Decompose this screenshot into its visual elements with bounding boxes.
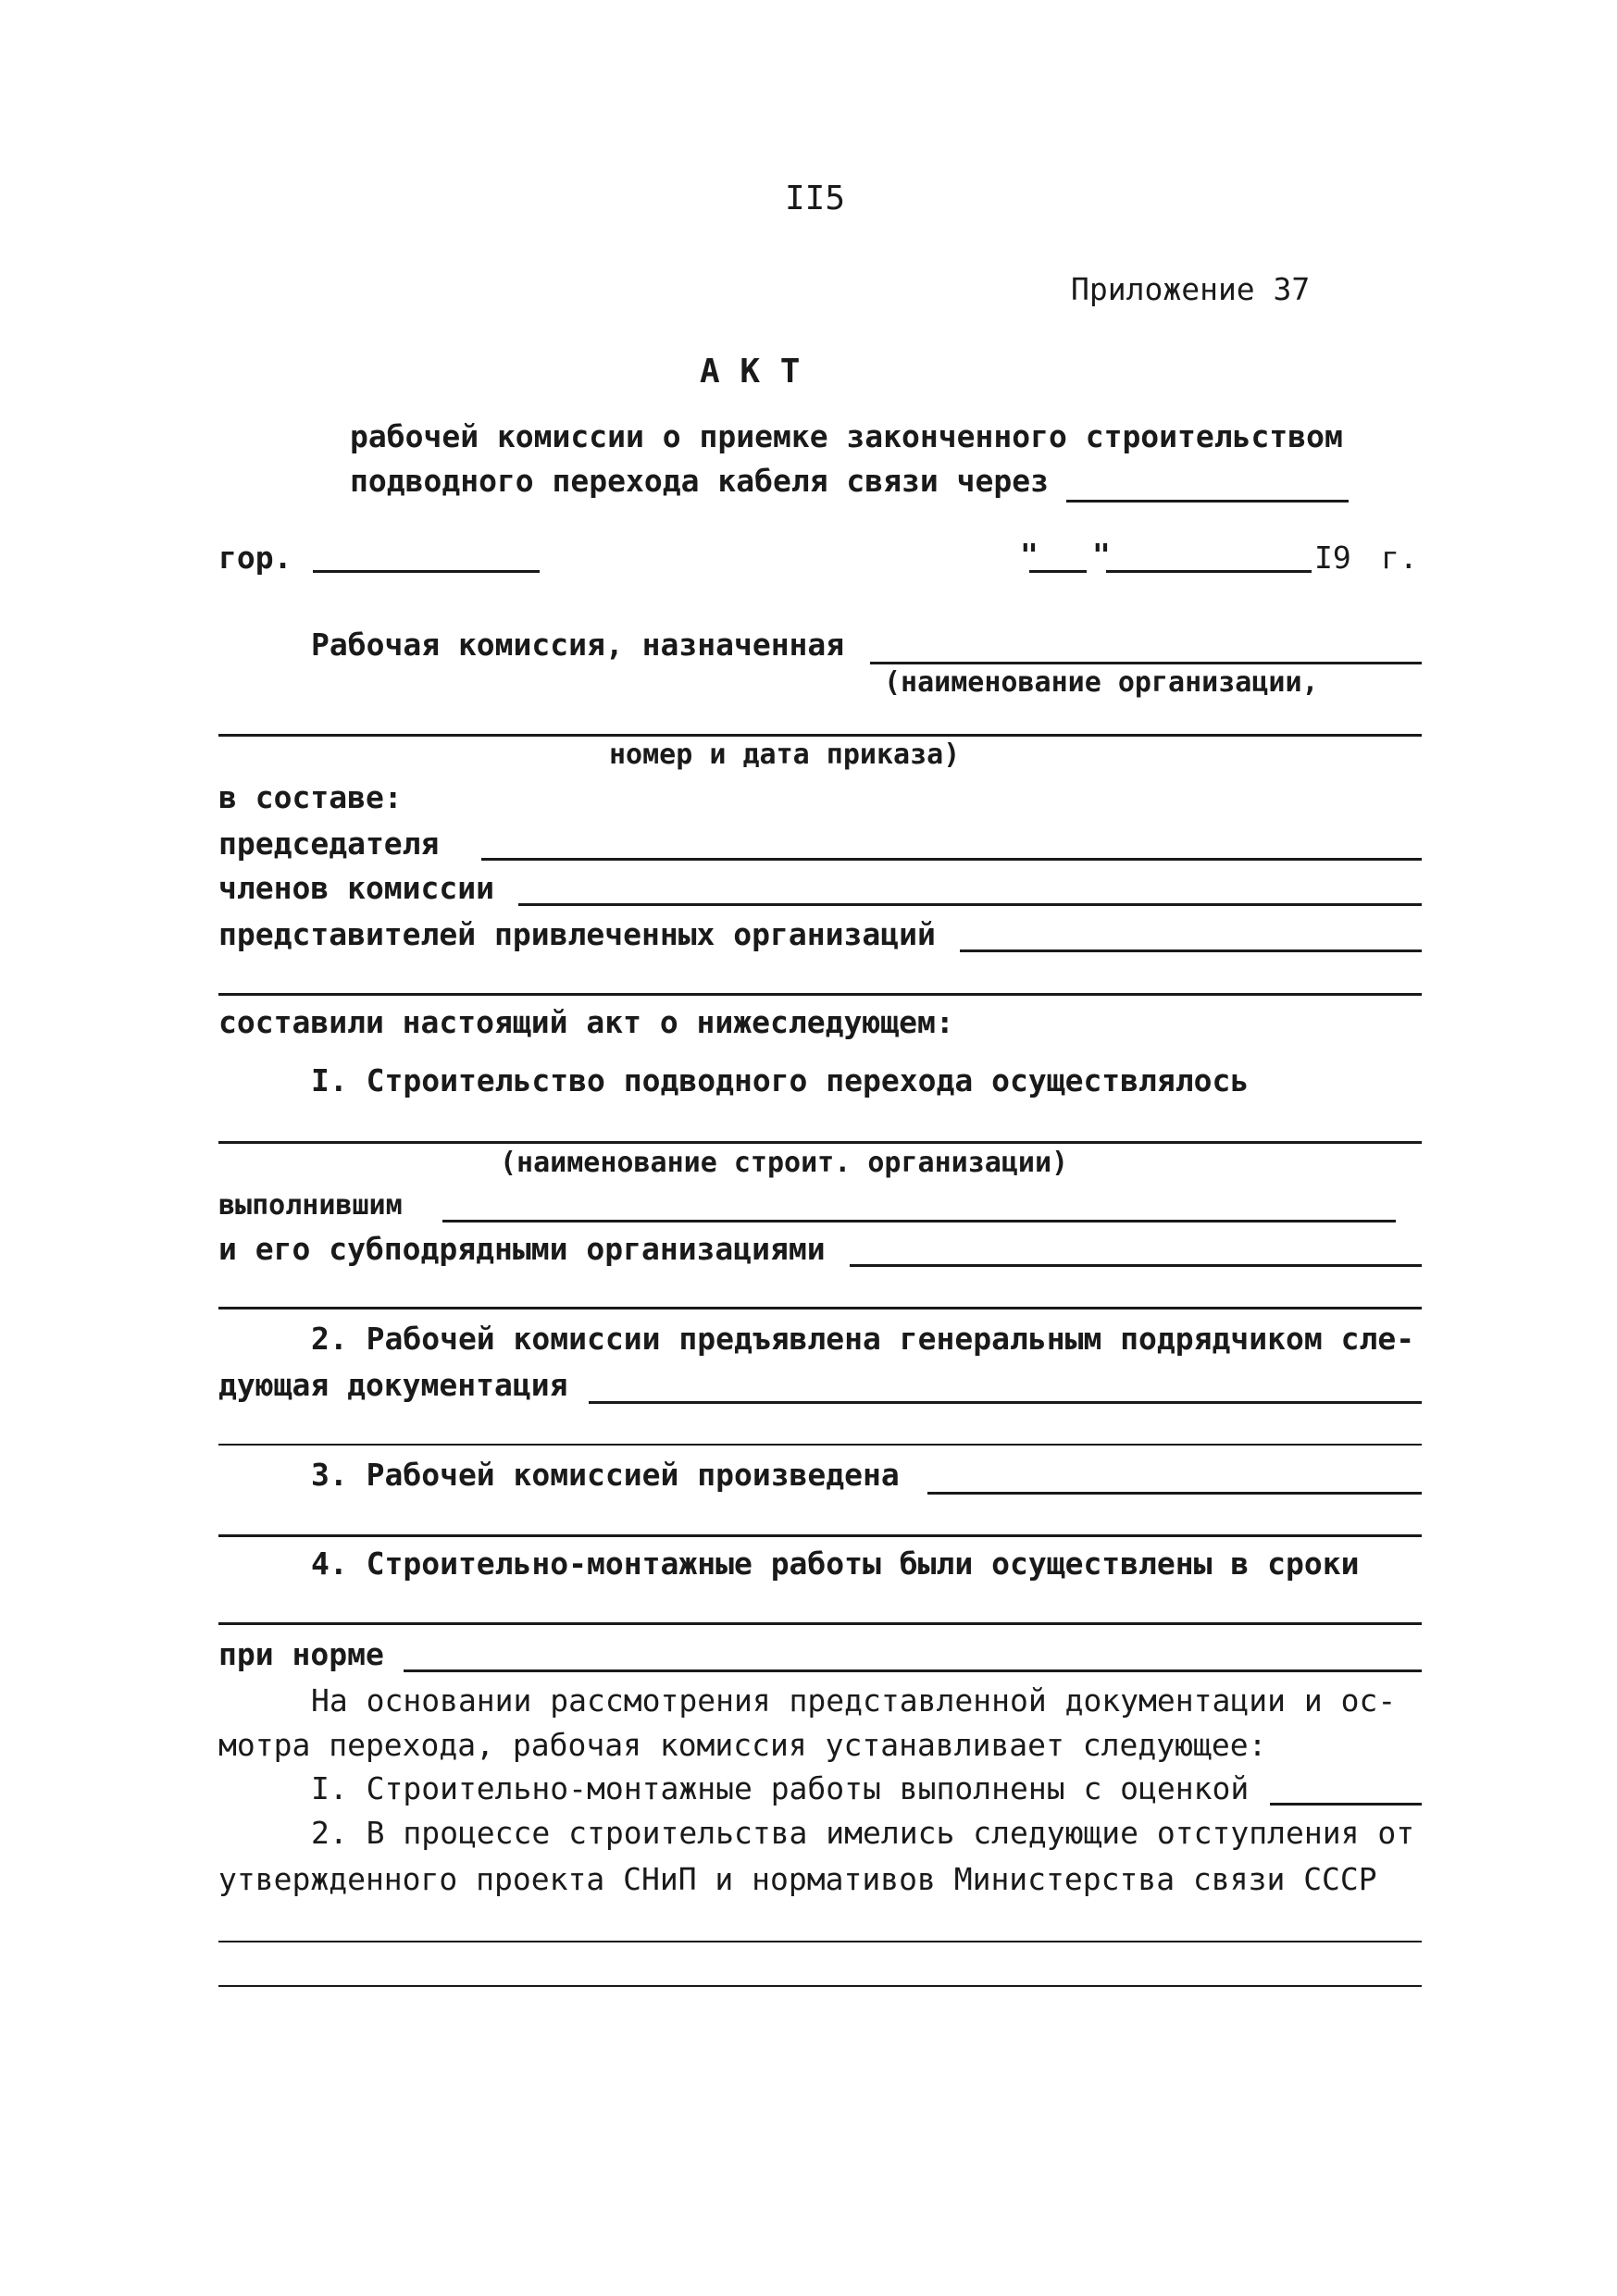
subcontractors-label: и его субподрядными организациями bbox=[218, 1231, 826, 1267]
terms-field[interactable] bbox=[218, 1622, 1422, 1625]
item-1-label: I. Строительство подводного перехода осуществлялось bbox=[311, 1062, 1250, 1098]
inspection-field[interactable] bbox=[927, 1492, 1422, 1495]
performed-field[interactable] bbox=[442, 1220, 1396, 1222]
chairman-field[interactable] bbox=[481, 858, 1422, 861]
caption-order: номер и дата приказа) bbox=[609, 738, 961, 771]
city-label: гор. bbox=[218, 540, 292, 576]
caption-organization: (наименование организации, bbox=[884, 666, 1319, 699]
item-2-line-1: 2. Рабочей комиссии предъявлена генеральным подрядчиком сле- bbox=[311, 1321, 1415, 1357]
document-title: А К Т bbox=[700, 353, 801, 391]
date-year-label: I9 bbox=[1314, 540, 1351, 576]
performed-label: выполнившим bbox=[218, 1189, 403, 1222]
representatives-field[interactable] bbox=[960, 949, 1422, 952]
subtitle-line-1: рабочей комиссии о приемке законченного строительством bbox=[350, 418, 1343, 454]
caption-builder: (наименование строит. организации) bbox=[500, 1147, 1069, 1179]
deviations-field-1[interactable] bbox=[218, 1941, 1422, 1942]
inspection-field-cont[interactable] bbox=[218, 1534, 1422, 1537]
item-4-label: 4. Строительно-монтажные работы были осуществлены в сроки bbox=[311, 1545, 1360, 1582]
representatives-field-cont[interactable] bbox=[218, 993, 1422, 996]
members-label: членов комиссии bbox=[218, 870, 495, 906]
deviations-field-2[interactable] bbox=[218, 1985, 1422, 1987]
date-quote-open: " bbox=[1020, 537, 1039, 573]
crossing-name-field[interactable] bbox=[1066, 500, 1349, 503]
documentation-field-cont[interactable] bbox=[218, 1444, 1422, 1446]
act-intro: составили настоящий акт о нижеследующем: bbox=[218, 1004, 954, 1040]
norm-field[interactable] bbox=[404, 1669, 1422, 1672]
item-3-label: 3. Рабочей комиссией произведена bbox=[311, 1457, 900, 1493]
date-day-field[interactable] bbox=[1029, 570, 1087, 573]
builder-field[interactable] bbox=[218, 1141, 1422, 1144]
composition-label: в составе: bbox=[218, 779, 403, 815]
basis-line-2: мотра перехода, рабочая комиссия устанавливает следующее: bbox=[218, 1727, 1267, 1763]
subcontractors-field[interactable] bbox=[850, 1264, 1422, 1267]
members-field[interactable] bbox=[518, 903, 1422, 906]
date-month-field[interactable] bbox=[1106, 570, 1312, 573]
date-year-suffix: г. bbox=[1381, 540, 1418, 576]
item-2-line-2: дующая документация bbox=[218, 1367, 568, 1403]
subtitle-line-2: подводного перехода кабеля связи через bbox=[350, 463, 1049, 499]
appendix-label: Приложение 37 bbox=[1071, 271, 1311, 307]
grade-field[interactable] bbox=[1270, 1803, 1422, 1806]
finding-2-line-2: утвержденного проекта СНиП и нормативов Министерства связи СССР bbox=[218, 1861, 1377, 1897]
finding-2-line-1: 2. В процессе строительства имелись следующие отступления от bbox=[311, 1815, 1415, 1851]
norm-label: при норме bbox=[218, 1636, 384, 1672]
documentation-field[interactable] bbox=[589, 1401, 1422, 1404]
representatives-label: представителей привлеченных организаций bbox=[218, 916, 936, 952]
commission-label: Рабочая комиссия, назначенная bbox=[311, 627, 845, 663]
finding-1: I. Строительно-монтажные работы выполнены с оценкой bbox=[311, 1770, 1250, 1806]
city-field[interactable] bbox=[313, 570, 540, 573]
chairman-label: председателя bbox=[218, 825, 440, 862]
date-quote-close: " bbox=[1092, 537, 1111, 573]
basis-line-1: На основании рассмотрения представленной документации и ос- bbox=[311, 1682, 1397, 1719]
page-number: II5 bbox=[785, 180, 846, 217]
subcontractors-field-cont[interactable] bbox=[218, 1307, 1422, 1309]
